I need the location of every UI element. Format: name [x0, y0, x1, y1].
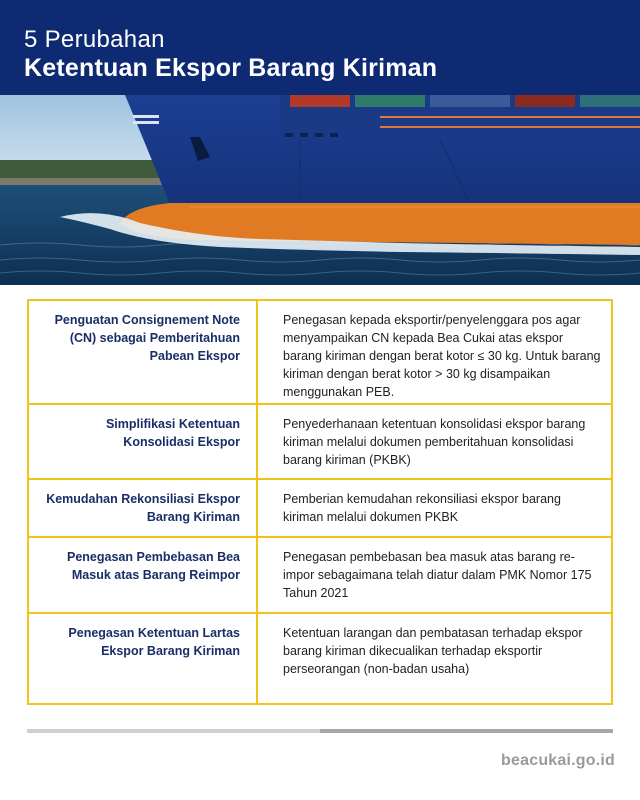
row-description: Ketentuan larangan dan pembatasan terhadap ekspor barang kiriman dikecualikan terhadap eksportir perseorangan (non-badan usaha) [283, 626, 583, 676]
row-label: Kemudahan Rekonsiliasi Ekspor Barang Kiriman [46, 492, 240, 524]
divider-bar-light [27, 729, 320, 733]
title-line-1: 5 Perubahan [24, 26, 165, 53]
row-description: Pemberian kemudahan rekonsiliasi ekspor barang kiriman melalui dokumen PKBK [283, 492, 561, 524]
ship-photo [0, 95, 640, 285]
container-ship-illustration [0, 95, 640, 285]
website-url: beacukai.go.id [501, 752, 615, 769]
row-label: Penguatan Consignement Note (CN) sebagai Pemberitahuan Pabean Ekspor [54, 313, 240, 363]
title-line-2: Ketentuan Ekspor Barang Kiriman [24, 54, 438, 82]
row-description: Penegasan kepada eksportir/penyelenggara pos agar menyampaikan CN kepada Bea Cukai atas ekspor barang kiriman dengan berat kotor ≤ 30 kg. Untuk barang kiriman dengan berat kotor > 30 kg disampaikan menggunakan PEB. [283, 313, 601, 399]
row-description: Penyederhanaan ketentuan konsolidasi ekspor barang kiriman melalui dokumen pemberitahuan konsolidasi barang kiriman (PKBK) [283, 417, 586, 467]
table-row [29, 405, 611, 480]
table-row [29, 614, 611, 703]
table-row [29, 480, 611, 538]
row-label: Penegasan Pembebasan Bea Masuk atas Barang Reimpor [67, 550, 240, 582]
row-label: Penegasan Ketentuan Lartas Ekspor Barang Kiriman [68, 626, 240, 658]
divider-bar-dark [320, 729, 613, 733]
table-row [29, 301, 611, 405]
table-row [29, 538, 611, 614]
row-label: Simplifikasi Ketentuan Konsolidasi Ekspor [105, 417, 240, 449]
header-banner [0, 0, 640, 95]
row-description: Penegasan pembebasan bea masuk atas barang re-impor sebagaimana telah diatur dalam PMK Nomor 175 Tahun 2021 [283, 550, 592, 600]
changes-table [27, 299, 613, 705]
